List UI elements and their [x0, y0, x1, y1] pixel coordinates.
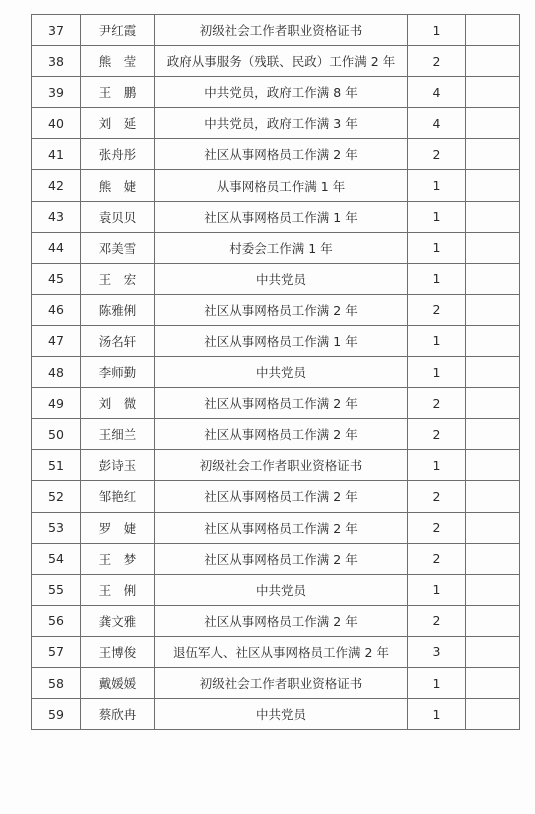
- table-row: [32, 357, 520, 388]
- table-row: [32, 15, 520, 46]
- cell-extra: [466, 512, 520, 543]
- cell-name: 王博俊: [81, 636, 155, 667]
- cell-number: 55: [32, 574, 81, 605]
- cell-score: 1: [408, 201, 466, 232]
- cell-extra: [466, 699, 520, 730]
- table-row: [32, 325, 520, 356]
- cell-score: 1: [408, 325, 466, 356]
- cell-reason: 社区从事网格员工作满 1 年: [155, 201, 408, 232]
- cell-reason: 政府从事服务（残联、民政）工作满 2 年: [155, 46, 408, 77]
- cell-reason: 社区从事网格员工作满 2 年: [155, 512, 408, 543]
- cell-extra: [466, 325, 520, 356]
- cell-name: 熊 莹: [81, 46, 155, 77]
- table-row: [32, 201, 520, 232]
- cell-number: 38: [32, 46, 81, 77]
- cell-number: 44: [32, 232, 81, 263]
- cell-number: 40: [32, 108, 81, 139]
- cell-name: 戴媛媛: [81, 667, 155, 698]
- cell-name: 熊 婕: [81, 170, 155, 201]
- cell-extra: [466, 481, 520, 512]
- cell-score: 2: [408, 46, 466, 77]
- cell-reason: 社区从事网格员工作满 1 年: [155, 325, 408, 356]
- cell-score: 4: [408, 77, 466, 108]
- cell-name: 龚文雅: [81, 605, 155, 636]
- cell-extra: [466, 139, 520, 170]
- cell-reason: 社区从事网格员工作满 2 年: [155, 543, 408, 574]
- cell-number: 45: [32, 263, 81, 294]
- cell-score: 2: [408, 388, 466, 419]
- cell-extra: [466, 294, 520, 325]
- cell-number: 46: [32, 294, 81, 325]
- cell-extra: [466, 108, 520, 139]
- cell-number: 41: [32, 139, 81, 170]
- cell-reason: 中共党员: [155, 699, 408, 730]
- cell-score: 2: [408, 419, 466, 450]
- cell-name: 刘 延: [81, 108, 155, 139]
- cell-score: 2: [408, 512, 466, 543]
- cell-score: 2: [408, 481, 466, 512]
- cell-score: 1: [408, 232, 466, 263]
- cell-name: 蔡欣冉: [81, 699, 155, 730]
- cell-name: 王 俐: [81, 574, 155, 605]
- cell-reason: 从事网格员工作满 1 年: [155, 170, 408, 201]
- cell-score: 2: [408, 605, 466, 636]
- cell-extra: [466, 419, 520, 450]
- cell-number: 48: [32, 357, 81, 388]
- cell-number: 39: [32, 77, 81, 108]
- cell-reason: 中共党员，政府工作满 8 年: [155, 77, 408, 108]
- table-row: [32, 419, 520, 450]
- cell-extra: [466, 636, 520, 667]
- cell-reason: 社区从事网格员工作满 2 年: [155, 294, 408, 325]
- cell-number: 58: [32, 667, 81, 698]
- table-row: [32, 170, 520, 201]
- cell-score: 1: [408, 263, 466, 294]
- cell-score: 1: [408, 15, 466, 46]
- table-row: [32, 263, 520, 294]
- cell-extra: [466, 357, 520, 388]
- table-row: [32, 667, 520, 698]
- cell-name: 刘 微: [81, 388, 155, 419]
- cell-number: 43: [32, 201, 81, 232]
- cell-score: 2: [408, 139, 466, 170]
- cell-reason: 初级社会工作者职业资格证书: [155, 667, 408, 698]
- cell-reason: 社区从事网格员工作满 2 年: [155, 139, 408, 170]
- cell-number: 50: [32, 419, 81, 450]
- cell-extra: [466, 667, 520, 698]
- cell-number: 52: [32, 481, 81, 512]
- cell-name: 张舟彤: [81, 139, 155, 170]
- applicant-score-table: [31, 14, 520, 730]
- cell-number: 42: [32, 170, 81, 201]
- table-row: [32, 699, 520, 730]
- table-body: [32, 15, 520, 730]
- table-row: [32, 77, 520, 108]
- cell-name: 尹红霞: [81, 15, 155, 46]
- cell-name: 王细兰: [81, 419, 155, 450]
- cell-name: 罗 婕: [81, 512, 155, 543]
- cell-reason: 中共党员: [155, 357, 408, 388]
- cell-extra: [466, 263, 520, 294]
- cell-number: 51: [32, 450, 81, 481]
- table-row: [32, 232, 520, 263]
- table-row: [32, 512, 520, 543]
- cell-reason: 退伍军人、社区从事网格员工作满 2 年: [155, 636, 408, 667]
- cell-name: 王 宏: [81, 263, 155, 294]
- table-row: [32, 450, 520, 481]
- cell-reason: 中共党员，政府工作满 3 年: [155, 108, 408, 139]
- cell-reason: 社区从事网格员工作满 2 年: [155, 419, 408, 450]
- cell-reason: 中共党员: [155, 263, 408, 294]
- cell-number: 37: [32, 15, 81, 46]
- table-row: [32, 605, 520, 636]
- cell-score: 1: [408, 574, 466, 605]
- cell-number: 56: [32, 605, 81, 636]
- cell-extra: [466, 170, 520, 201]
- cell-reason: 初级社会工作者职业资格证书: [155, 450, 408, 481]
- table-row: [32, 139, 520, 170]
- cell-number: 47: [32, 325, 81, 356]
- cell-score: 2: [408, 543, 466, 574]
- cell-extra: [466, 605, 520, 636]
- cell-name: 袁贝贝: [81, 201, 155, 232]
- cell-score: 1: [408, 357, 466, 388]
- cell-score: 4: [408, 108, 466, 139]
- table-row: [32, 294, 520, 325]
- cell-extra: [466, 232, 520, 263]
- cell-extra: [466, 574, 520, 605]
- cell-score: 1: [408, 667, 466, 698]
- cell-name: 汤名轩: [81, 325, 155, 356]
- cell-name: 彭诗玉: [81, 450, 155, 481]
- cell-reason: 村委会工作满 1 年: [155, 232, 408, 263]
- cell-name: 邹艳红: [81, 481, 155, 512]
- table-row: [32, 481, 520, 512]
- table-row: [32, 388, 520, 419]
- cell-score: 3: [408, 636, 466, 667]
- cell-score: 1: [408, 699, 466, 730]
- table-row: [32, 46, 520, 77]
- cell-name: 李师勤: [81, 357, 155, 388]
- cell-name: 邓美雪: [81, 232, 155, 263]
- cell-number: 57: [32, 636, 81, 667]
- cell-name: 陈雅俐: [81, 294, 155, 325]
- cell-name: 王 梦: [81, 543, 155, 574]
- cell-score: 2: [408, 294, 466, 325]
- cell-extra: [466, 77, 520, 108]
- cell-reason: 中共党员: [155, 574, 408, 605]
- cell-extra: [466, 388, 520, 419]
- cell-extra: [466, 201, 520, 232]
- cell-score: 1: [408, 170, 466, 201]
- table-row: [32, 543, 520, 574]
- cell-reason: 社区从事网格员工作满 2 年: [155, 481, 408, 512]
- cell-number: 59: [32, 699, 81, 730]
- cell-extra: [466, 543, 520, 574]
- cell-number: 49: [32, 388, 81, 419]
- cell-extra: [466, 46, 520, 77]
- cell-name: 王 鹏: [81, 77, 155, 108]
- cell-extra: [466, 450, 520, 481]
- table-row: [32, 574, 520, 605]
- cell-reason: 初级社会工作者职业资格证书: [155, 15, 408, 46]
- cell-number: 54: [32, 543, 81, 574]
- cell-reason: 社区从事网格员工作满 2 年: [155, 388, 408, 419]
- cell-reason: 社区从事网格员工作满 2 年: [155, 605, 408, 636]
- cell-number: 53: [32, 512, 81, 543]
- cell-score: 1: [408, 450, 466, 481]
- cell-extra: [466, 15, 520, 46]
- table-row: [32, 108, 520, 139]
- table-row: [32, 636, 520, 667]
